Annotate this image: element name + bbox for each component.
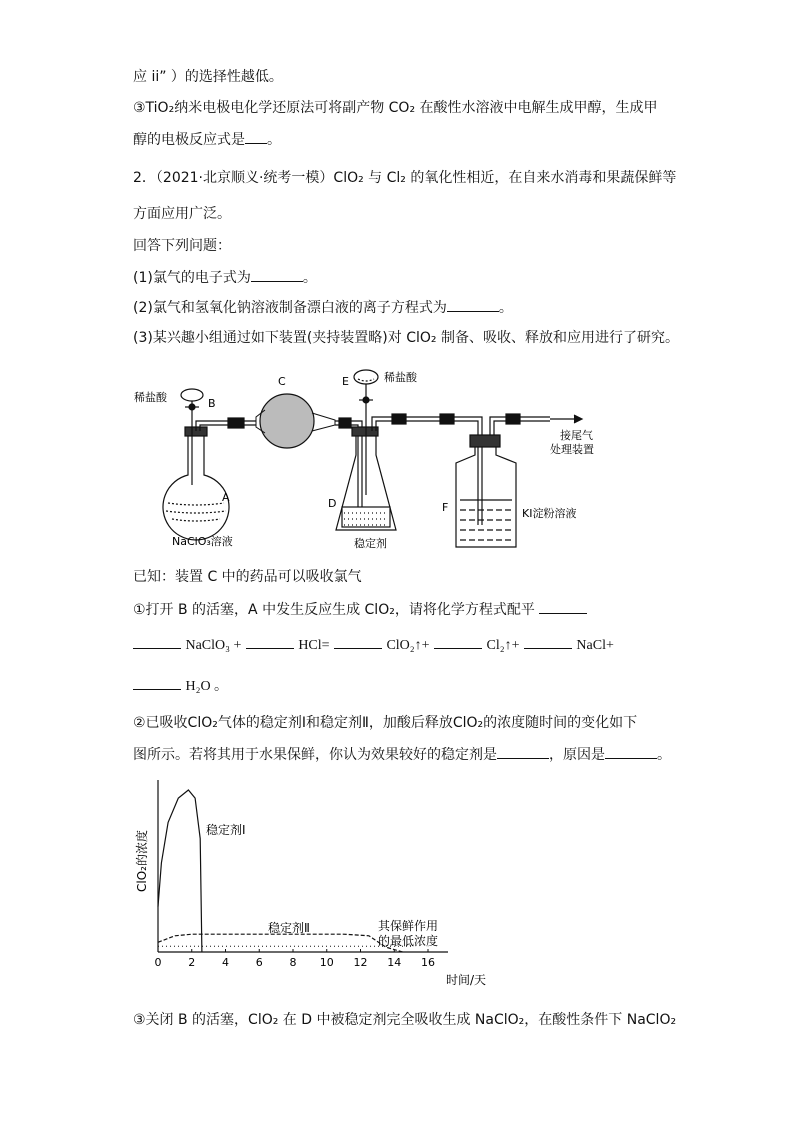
funnel-b (181, 389, 203, 485)
x-tick-label: 8 (289, 956, 297, 969)
subquestion-2 (133, 297, 513, 318)
answer-blank[interactable] (539, 599, 587, 614)
para-electrode (133, 129, 281, 150)
label-f: F (442, 501, 449, 514)
label-acid-right: 稀盐酸 (384, 371, 417, 384)
label-ki: KI淀粉溶液 (522, 507, 577, 520)
subquestion-1-text: (1)氯气的电子式为 (133, 270, 251, 286)
answer-blank[interactable] (246, 634, 294, 649)
para-tio2: ③TiO₂纳米电极电化学还原法可将副产物 CO₂ 在酸性水溶液中电解生成甲醇，生成甲 (133, 100, 658, 116)
answer-blank[interactable] (133, 634, 181, 649)
subquestion-2-text: (2)氯气和氢氧化钠溶液制备漂白液的离子方程式为 (133, 300, 447, 316)
eq-term: H₂O 。 (185, 679, 229, 694)
subquestion-1 (133, 267, 317, 288)
label-stabilizer: 稳定剂 (354, 537, 387, 550)
answer-prompt: 回答下列问题： (133, 238, 231, 254)
label-naclo3: NaClO₃溶液 (172, 535, 233, 548)
x-tick-label: 0 (154, 956, 162, 969)
x-axis-label: 时间/天 (446, 973, 487, 987)
series-line-2 (158, 934, 403, 952)
x-tick-label: 4 (222, 956, 229, 969)
concentration-chart (128, 772, 498, 992)
eq-term: NaClO₃ + (185, 638, 242, 653)
series-2-label: 稳定剂Ⅱ (268, 921, 310, 935)
eq-term: NaCl+ (576, 638, 614, 653)
annotation-line-2: 的最低浓度 (378, 934, 439, 948)
step-2-end: 。 (657, 747, 671, 763)
x-tick-label: 16 (421, 956, 435, 969)
label-acid-left: 稀盐酸 (134, 391, 167, 404)
para-electrode-end: 。 (267, 132, 281, 148)
x-tick-label: 2 (188, 956, 196, 969)
question-2-heading-cont: 方面应用广泛。 (133, 206, 231, 222)
question-2-heading: 2．（2021·北京顺义·统考一模）ClO₂ 与 Cl₂ 的氧化性相近，在自来水消毒和果蔬保鲜等 (133, 170, 677, 186)
bottle-f (456, 435, 516, 547)
step-3: ③关闭 B 的活塞，ClO₂ 在 D 中被稳定剂完全吸收生成 NaClO₂，在酸性条件下 NaClO₂ (133, 1012, 677, 1028)
label-c: C (278, 375, 286, 388)
step-2-text: ，原因是 (549, 747, 605, 763)
label-d: D (328, 497, 337, 510)
y-axis-label: ClO₂的浓度 (135, 830, 149, 892)
step-2-text: 图所示。若将其用于水果保鲜，你认为效果较好的稳定剂是 (133, 747, 497, 763)
subquestion-3: (3)某兴趣小组通过如下装置(夹持装置略)对 ClO₂ 制备、吸收、释放和应用进行了研究。 (133, 330, 679, 346)
series-line-1 (158, 790, 202, 952)
apparatus-diagram (130, 355, 610, 555)
subquestion-2-end: 。 (498, 300, 513, 316)
label-tail-1: 接尾气 (560, 429, 593, 442)
series-1-label: 稳定剂Ⅰ (206, 823, 246, 837)
eq-term: ClO₂↑+ (386, 638, 430, 653)
known-note: 已知：装置 C 中的药品可以吸收氯气 (133, 569, 362, 585)
step-2: ②已吸收ClO₂气体的稳定剂Ⅰ和稳定剂Ⅱ，加酸后释放ClO₂的浓度随时间的变化如下 (133, 715, 638, 731)
equation-line (133, 634, 614, 656)
equation-line-2 (133, 675, 228, 697)
label-a: A (222, 491, 230, 504)
flask-a (163, 427, 229, 540)
step-1-text: ①打开 B 的活塞，A 中发生反应生成 ClO₂，请将化学方程式配平 (133, 602, 535, 618)
drying-tube-c (256, 394, 335, 448)
x-tick-label: 10 (319, 956, 334, 969)
answer-blank[interactable] (447, 297, 499, 312)
x-tick-label: 12 (353, 956, 368, 969)
answer-blank[interactable] (434, 634, 482, 649)
answer-blank[interactable] (334, 634, 382, 649)
answer-blank[interactable] (524, 634, 572, 649)
label-tail-2: 处理装置 (550, 443, 594, 456)
x-tick-label: 6 (255, 956, 263, 969)
eq-term: HCl= (298, 638, 330, 653)
para-selectivity: 应 ii” ）的选择性越低。 (133, 69, 283, 85)
x-tick-label: 14 (387, 956, 402, 969)
subquestion-1-end: 。 (302, 270, 317, 286)
step-1 (133, 599, 587, 620)
answer-blank[interactable] (497, 744, 549, 759)
label-b: B (208, 397, 216, 410)
step-2-cont (133, 744, 671, 765)
answer-blank[interactable] (605, 744, 657, 759)
eq-term: Cl₂↑+ (486, 638, 520, 653)
para-electrode-text: 醇的电极反应式是 (133, 132, 245, 148)
answer-blank[interactable] (133, 675, 181, 690)
label-e: E (342, 375, 349, 388)
answer-blank[interactable] (251, 267, 303, 282)
answer-blank[interactable] (245, 129, 267, 144)
annotation-line-1: 其保鲜作用 (378, 919, 439, 933)
